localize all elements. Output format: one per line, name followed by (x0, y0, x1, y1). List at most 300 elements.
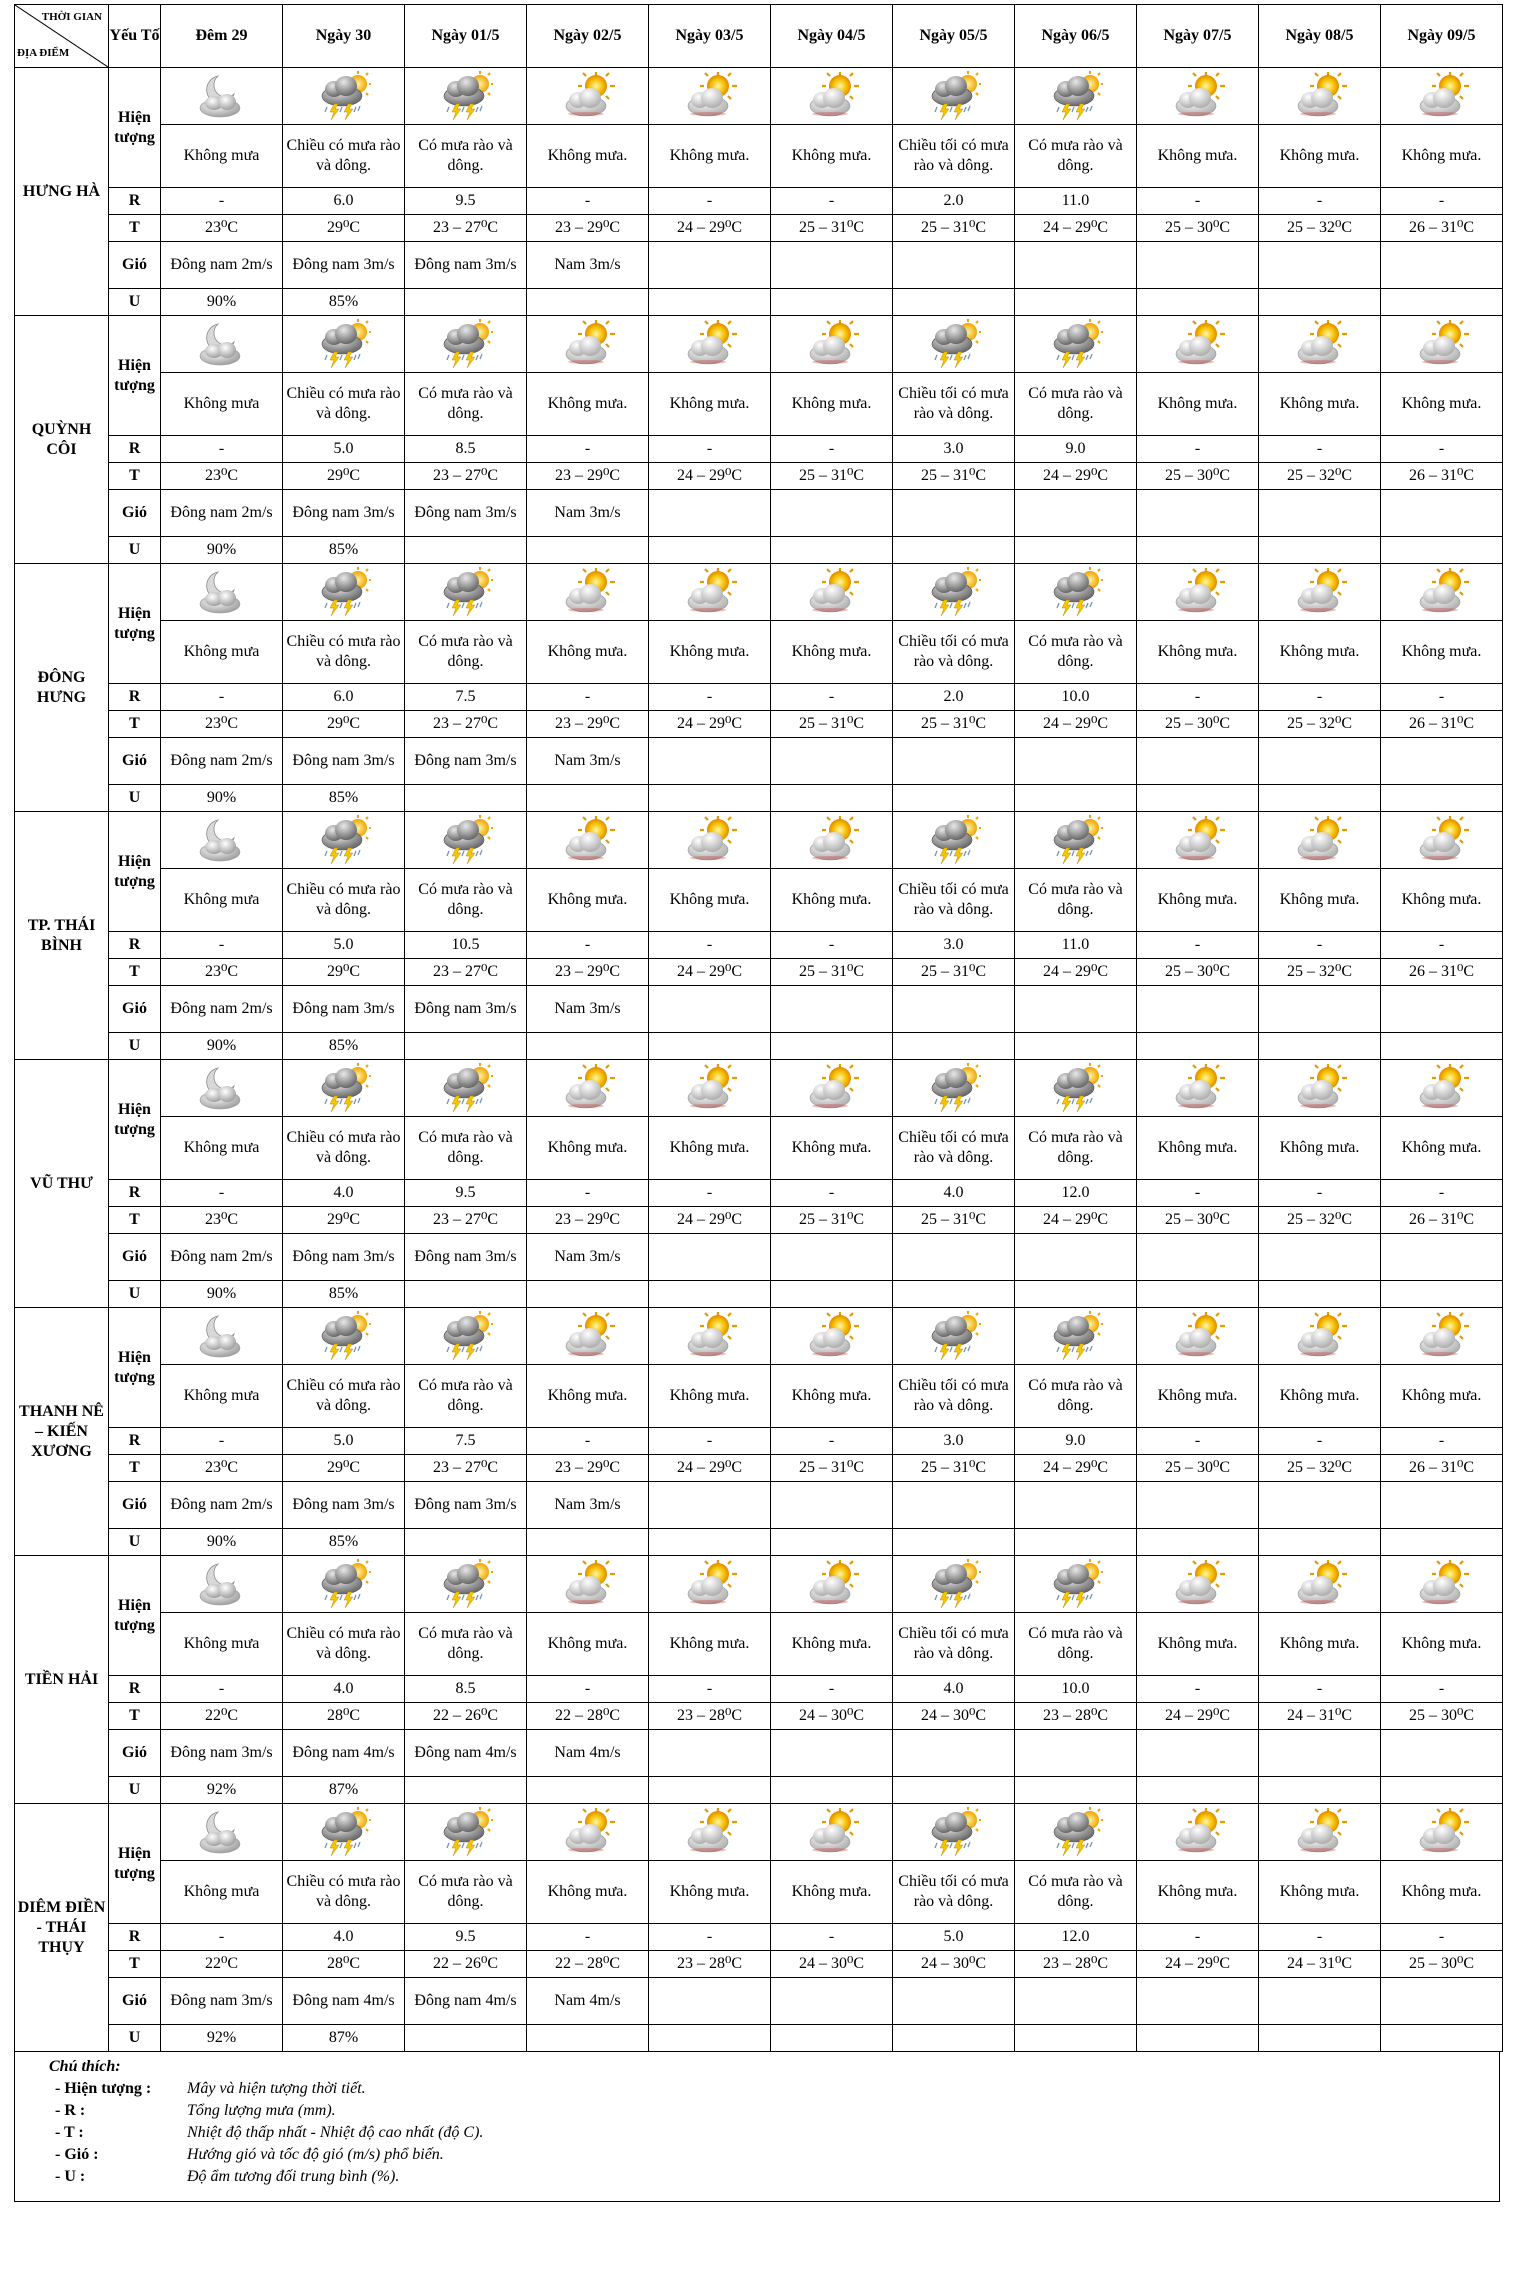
weather-icon-cell (649, 564, 771, 621)
wind-cell: Nam 3m/s (527, 242, 649, 289)
wind-cell (771, 242, 893, 289)
humidity-cell (1137, 1281, 1259, 1308)
phenomenon-cell: Chiều tối có mưa rào và dông. (893, 869, 1015, 932)
temp-cell: 24 – 29⁰C (1015, 463, 1137, 490)
legend-key: - Hiện tượng : (55, 2080, 152, 2097)
day-header: Ngày 30 (283, 5, 405, 68)
humidity-cell: 90% (161, 289, 283, 316)
phenomenon-cell: Chiều có mưa rào và dông. (283, 1117, 405, 1180)
weather-icon-cell (893, 1060, 1015, 1117)
humidity-cell (405, 2025, 527, 2052)
temp-cell: 29⁰C (283, 959, 405, 986)
weather-icon-cell (771, 812, 893, 869)
wind-cell (1259, 242, 1381, 289)
phenomenon-cell: Có mưa rào và dông. (1015, 869, 1137, 932)
humidity-cell (527, 289, 649, 316)
factor-header: Yếu Tố (109, 5, 161, 68)
weather-icon-cell (1381, 1060, 1503, 1117)
humidity-cell (771, 785, 893, 812)
wind-cell (1381, 242, 1503, 289)
weather-icon-cell (1259, 812, 1381, 869)
factor-humidity: U (109, 289, 161, 316)
temp-cell: 25 – 32⁰C (1259, 463, 1381, 490)
factor-wind: Gió (109, 738, 161, 785)
humidity-cell (405, 785, 527, 812)
temp-cell: 25 – 32⁰C (1259, 1455, 1381, 1482)
phenomenon-cell: Không mưa. (1381, 1613, 1503, 1676)
wind-cell (1259, 986, 1381, 1033)
factor-phenomenon: Hiện tượng (109, 1060, 161, 1180)
temp-cell: 26 – 31⁰C (1381, 1207, 1503, 1234)
legend-desc: Tổng lượng mưa (mm). (187, 2102, 336, 2119)
night-cloud-icon (161, 1062, 282, 1114)
factor-humidity: U (109, 1529, 161, 1556)
weather-icon-cell (649, 316, 771, 373)
weather-icon-cell (1015, 1804, 1137, 1861)
temp-row (15, 1207, 1503, 1234)
weather-icon-cell (1259, 68, 1381, 125)
humidity-cell (1259, 1281, 1381, 1308)
weather-icon-cell (893, 316, 1015, 373)
factor-rain: R (109, 684, 161, 711)
thunderstorm-icon (283, 566, 404, 618)
weather-icon-cell (649, 1060, 771, 1117)
temp-cell: 23⁰C (161, 215, 283, 242)
temp-cell: 22 – 28⁰C (527, 1951, 649, 1978)
factor-rain: R (109, 932, 161, 959)
phenomenon-cell: Không mưa. (1381, 869, 1503, 932)
corner-location-label: ĐỊA ĐIỂM (17, 47, 70, 59)
rain-cell: - (527, 436, 649, 463)
wind-cell (893, 1730, 1015, 1777)
temp-cell: 26 – 31⁰C (1381, 1455, 1503, 1482)
factor-phenomenon: Hiện tượng (109, 1804, 161, 1924)
rain-cell: 4.0 (283, 1924, 405, 1951)
phenomenon-cell: Không mưa. (771, 869, 893, 932)
humidity-cell (1259, 2025, 1381, 2052)
rain-cell: - (1259, 1676, 1381, 1703)
weather-icon-cell (771, 1308, 893, 1365)
weather-icon-cell (771, 1556, 893, 1613)
temp-cell: 24 – 29⁰C (1137, 1703, 1259, 1730)
weather-icon-cell (1137, 1804, 1259, 1861)
humidity-cell (1259, 1033, 1381, 1060)
sun-cloud-icon (771, 1806, 892, 1858)
phenomenon-cell: Không mưa. (527, 621, 649, 684)
sun-cloud-icon (1381, 1558, 1502, 1610)
legend-item (55, 2122, 1499, 2144)
rain-cell: - (1381, 1180, 1503, 1207)
sun-cloud-icon (1381, 318, 1502, 370)
wind-cell (893, 986, 1015, 1033)
sun-cloud-icon (771, 1310, 892, 1362)
phenomenon-cell: Chiều tối có mưa rào và dông. (893, 1613, 1015, 1676)
weather-icon-cell (1137, 1060, 1259, 1117)
humidity-cell (1381, 1033, 1503, 1060)
wind-row (15, 1482, 1503, 1529)
phenomenon-cell: Không mưa. (1381, 1861, 1503, 1924)
icon-row (15, 1804, 1503, 1861)
phenomenon-row (15, 373, 1503, 436)
wind-cell: Đông nam 3m/s (161, 1730, 283, 1777)
temp-cell: 24 – 29⁰C (1015, 711, 1137, 738)
temp-cell: 25 – 31⁰C (771, 711, 893, 738)
rain-cell: - (161, 932, 283, 959)
legend-item (55, 2100, 1499, 2122)
wind-cell (1015, 986, 1137, 1033)
phenomenon-cell: Không mưa. (1137, 1861, 1259, 1924)
temp-cell: 23 – 29⁰C (527, 1207, 649, 1234)
sun-cloud-icon (1381, 566, 1502, 618)
wind-cell: Đông nam 3m/s (405, 1234, 527, 1281)
wind-cell (1137, 1978, 1259, 2025)
weather-icon-cell (771, 1060, 893, 1117)
rain-cell: - (649, 1676, 771, 1703)
sun-cloud-icon (1137, 814, 1258, 866)
phenomenon-cell: Chiều có mưa rào và dông. (283, 373, 405, 436)
humidity-cell (1381, 537, 1503, 564)
phenomenon-cell: Chiều tối có mưa rào và dông. (893, 1117, 1015, 1180)
night-cloud-icon (161, 814, 282, 866)
phenomenon-cell: Không mưa. (771, 1365, 893, 1428)
icon-row (15, 1308, 1503, 1365)
wind-cell: Đông nam 3m/s (161, 1978, 283, 2025)
rain-cell: 2.0 (893, 684, 1015, 711)
day-header: Ngày 04/5 (771, 5, 893, 68)
weather-icon-cell (283, 1308, 405, 1365)
temp-row (15, 1703, 1503, 1730)
temp-cell: 25 – 31⁰C (893, 215, 1015, 242)
temp-cell: 26 – 31⁰C (1381, 711, 1503, 738)
phenomenon-row (15, 1117, 1503, 1180)
day-header: Ngày 03/5 (649, 5, 771, 68)
sun-cloud-icon (649, 1310, 770, 1362)
night-cloud-icon (161, 318, 282, 370)
wind-cell: Nam 3m/s (527, 490, 649, 537)
humidity-cell: 90% (161, 537, 283, 564)
factor-phenomenon: Hiện tượng (109, 812, 161, 932)
phenomenon-cell: Chiều tối có mưa rào và dông. (893, 621, 1015, 684)
humidity-row (15, 1281, 1503, 1308)
sun-cloud-icon (771, 318, 892, 370)
rain-cell: 7.5 (405, 684, 527, 711)
weather-icon-cell (1381, 564, 1503, 621)
legend-desc: Độ ẩm tương đối trung bình (%). (187, 2168, 400, 2185)
humidity-row (15, 537, 1503, 564)
weather-icon-cell (1015, 1556, 1137, 1613)
rain-cell: - (527, 1676, 649, 1703)
night-cloud-icon (161, 70, 282, 122)
phenomenon-cell: Có mưa rào và dông. (405, 1117, 527, 1180)
wind-cell (1381, 1482, 1503, 1529)
temp-cell: 25 – 30⁰C (1137, 463, 1259, 490)
rain-cell: - (1259, 436, 1381, 463)
temp-cell: 25 – 32⁰C (1259, 711, 1381, 738)
temp-cell: 25 – 31⁰C (771, 1455, 893, 1482)
weather-icon-cell (1381, 68, 1503, 125)
rain-cell: 3.0 (893, 436, 1015, 463)
day-header: Ngày 07/5 (1137, 5, 1259, 68)
sun-cloud-icon (649, 70, 770, 122)
weather-icon-cell (161, 564, 283, 621)
sun-cloud-icon (1137, 566, 1258, 618)
wind-cell: Nam 3m/s (527, 1482, 649, 1529)
rain-cell: - (1381, 1428, 1503, 1455)
weather-icon-cell (283, 812, 405, 869)
humidity-cell: 87% (283, 2025, 405, 2052)
rain-cell: 6.0 (283, 188, 405, 215)
wind-row (15, 1234, 1503, 1281)
rain-row (15, 932, 1503, 959)
humidity-cell (405, 1529, 527, 1556)
rain-cell: - (1137, 932, 1259, 959)
temp-cell: 25 – 31⁰C (893, 959, 1015, 986)
thunderstorm-icon (405, 70, 526, 122)
temp-cell: 24 – 29⁰C (649, 1207, 771, 1234)
humidity-cell: 90% (161, 1281, 283, 1308)
temp-cell: 25 – 30⁰C (1137, 1455, 1259, 1482)
phenomenon-cell: Không mưa (161, 373, 283, 436)
thunderstorm-icon (405, 1310, 526, 1362)
factor-temp: T (109, 1951, 161, 1978)
weather-icon-cell (283, 1804, 405, 1861)
weather-icon-cell (1259, 1556, 1381, 1613)
weather-icon-cell (1137, 812, 1259, 869)
temp-cell: 24 – 31⁰C (1259, 1951, 1381, 1978)
factor-temp: T (109, 1207, 161, 1234)
thunderstorm-icon (405, 1062, 526, 1114)
phenomenon-cell: Không mưa. (527, 1613, 649, 1676)
sun-cloud-icon (649, 566, 770, 618)
wind-cell (893, 242, 1015, 289)
phenomenon-cell: Không mưa (161, 125, 283, 188)
phenomenon-cell: Không mưa (161, 1861, 283, 1924)
factor-phenomenon: Hiện tượng (109, 316, 161, 436)
wind-cell (649, 738, 771, 785)
temp-cell: 24 – 29⁰C (1015, 1207, 1137, 1234)
weather-icon-cell (527, 316, 649, 373)
phenomenon-cell: Có mưa rào và dông. (1015, 1117, 1137, 1180)
weather-icon-cell (1381, 316, 1503, 373)
sun-cloud-icon (527, 318, 648, 370)
wind-row (15, 490, 1503, 537)
humidity-cell (1015, 1033, 1137, 1060)
humidity-cell (1381, 1529, 1503, 1556)
location-name: TIỀN HẢI (15, 1556, 109, 1804)
wind-cell (649, 490, 771, 537)
temp-cell: 25 – 31⁰C (893, 1455, 1015, 1482)
humidity-cell (893, 1033, 1015, 1060)
sun-cloud-icon (1259, 70, 1380, 122)
rain-cell: - (771, 1924, 893, 1951)
temp-cell: 24 – 30⁰C (893, 1951, 1015, 1978)
humidity-cell (893, 2025, 1015, 2052)
rain-cell: 11.0 (1015, 188, 1137, 215)
sun-cloud-icon (1381, 814, 1502, 866)
factor-temp: T (109, 1455, 161, 1482)
wind-cell: Đông nam 3m/s (283, 242, 405, 289)
location-name: TP. THÁI BÌNH (15, 812, 109, 1060)
weather-icon-cell (893, 68, 1015, 125)
wind-cell (1015, 242, 1137, 289)
weather-icon-cell (527, 1804, 649, 1861)
humidity-cell (649, 2025, 771, 2052)
rain-cell: 4.0 (283, 1676, 405, 1703)
humidity-cell (1137, 785, 1259, 812)
thunderstorm-icon (405, 1558, 526, 1610)
sun-cloud-icon (771, 1558, 892, 1610)
wind-cell (1381, 1730, 1503, 1777)
wind-cell: Nam 4m/s (527, 1730, 649, 1777)
phenomenon-cell: Không mưa. (649, 621, 771, 684)
phenomenon-cell: Có mưa rào và dông. (1015, 125, 1137, 188)
rain-cell: - (161, 684, 283, 711)
phenomenon-cell: Không mưa. (527, 125, 649, 188)
thunderstorm-icon (405, 814, 526, 866)
rain-cell: - (527, 932, 649, 959)
temp-cell: 24 – 29⁰C (1015, 1455, 1137, 1482)
weather-icon-cell (161, 812, 283, 869)
temp-cell: 23 – 29⁰C (527, 1455, 649, 1482)
temp-cell: 24 – 30⁰C (893, 1703, 1015, 1730)
humidity-cell (1259, 1529, 1381, 1556)
thunderstorm-icon (283, 318, 404, 370)
rain-cell: - (771, 1676, 893, 1703)
rain-cell: 4.0 (893, 1676, 1015, 1703)
humidity-cell (771, 1281, 893, 1308)
wind-cell: Đông nam 2m/s (161, 1482, 283, 1529)
temp-cell: 23⁰C (161, 463, 283, 490)
rain-cell: - (1381, 932, 1503, 959)
sun-cloud-icon (1381, 1806, 1502, 1858)
sun-cloud-icon (1381, 1310, 1502, 1362)
weather-icon-cell (649, 812, 771, 869)
rain-cell: 12.0 (1015, 1180, 1137, 1207)
phenomenon-cell: Chiều có mưa rào và dông. (283, 621, 405, 684)
temp-cell: 25 – 32⁰C (1259, 1207, 1381, 1234)
factor-wind: Gió (109, 490, 161, 537)
night-cloud-icon (161, 1558, 282, 1610)
factor-phenomenon: Hiện tượng (109, 68, 161, 188)
thunderstorm-icon (893, 566, 1014, 618)
legend-key: - T : (55, 2124, 84, 2141)
factor-rain: R (109, 1924, 161, 1951)
rain-cell: 3.0 (893, 932, 1015, 959)
rain-cell: - (649, 1180, 771, 1207)
weather-icon-cell (161, 1556, 283, 1613)
temp-row (15, 711, 1503, 738)
weather-icon-cell (1381, 1804, 1503, 1861)
factor-humidity: U (109, 785, 161, 812)
wind-cell: Đông nam 4m/s (405, 1978, 527, 2025)
legend-desc: Nhiệt độ thấp nhất - Nhiệt độ cao nhất (độ C). (187, 2124, 484, 2141)
weather-icon-cell (405, 812, 527, 869)
humidity-cell (771, 289, 893, 316)
phenomenon-cell: Không mưa. (527, 373, 649, 436)
day-header: Ngày 09/5 (1381, 5, 1503, 68)
phenomenon-cell: Không mưa. (527, 1365, 649, 1428)
rain-cell: 9.5 (405, 1924, 527, 1951)
weather-icon-cell (771, 68, 893, 125)
location-name: HƯNG HÀ (15, 68, 109, 316)
wind-cell: Nam 4m/s (527, 1978, 649, 2025)
rain-cell: - (161, 188, 283, 215)
humidity-cell (527, 2025, 649, 2052)
rain-cell: - (1137, 1676, 1259, 1703)
phenomenon-cell: Không mưa. (649, 1613, 771, 1676)
wind-cell (1015, 1234, 1137, 1281)
wind-cell (771, 490, 893, 537)
phenomenon-cell: Chiều tối có mưa rào và dông. (893, 1861, 1015, 1924)
rain-cell: - (771, 932, 893, 959)
legend-key: - U : (55, 2168, 86, 2185)
humidity-cell (1381, 289, 1503, 316)
sun-cloud-icon (527, 1558, 648, 1610)
wind-cell: Đông nam 3m/s (283, 1482, 405, 1529)
temp-cell: 24 – 29⁰C (649, 959, 771, 986)
wind-cell (893, 738, 1015, 785)
rain-row (15, 188, 1503, 215)
legend-desc: Hướng gió và tốc độ gió (m/s) phổ biến. (187, 2146, 444, 2163)
humidity-cell (1015, 2025, 1137, 2052)
humidity-cell: 85% (283, 289, 405, 316)
sun-cloud-icon (1137, 1062, 1258, 1114)
sun-cloud-icon (527, 70, 648, 122)
forecast-document (14, 4, 1502, 2202)
wind-cell (1137, 738, 1259, 785)
temp-cell: 22 – 26⁰C (405, 1703, 527, 1730)
sun-cloud-icon (649, 1806, 770, 1858)
phenomenon-cell: Không mưa. (771, 1613, 893, 1676)
phenomenon-cell: Không mưa. (1381, 125, 1503, 188)
temp-cell: 24 – 30⁰C (771, 1951, 893, 1978)
humidity-row (15, 785, 1503, 812)
humidity-cell (1137, 1777, 1259, 1804)
icon-row (15, 316, 1503, 373)
rain-cell: - (1137, 1180, 1259, 1207)
rain-row (15, 1428, 1503, 1455)
weather-icon-cell (405, 1308, 527, 1365)
rain-cell: - (161, 1180, 283, 1207)
wind-cell (649, 1234, 771, 1281)
wind-cell (1259, 738, 1381, 785)
header-row (15, 5, 1503, 68)
thunderstorm-icon (1015, 1558, 1136, 1610)
corner-time-label: THỜI GIAN (41, 11, 102, 23)
sun-cloud-icon (1137, 70, 1258, 122)
weather-icon-cell (1137, 1556, 1259, 1613)
rain-cell: - (161, 1428, 283, 1455)
rain-cell: - (1137, 436, 1259, 463)
sun-cloud-icon (527, 566, 648, 618)
weather-icon-cell (1015, 564, 1137, 621)
humidity-cell (405, 537, 527, 564)
temp-cell: 25 – 31⁰C (771, 463, 893, 490)
rain-cell: 5.0 (283, 436, 405, 463)
phenomenon-cell: Có mưa rào và dông. (405, 1613, 527, 1676)
rain-cell: 2.0 (893, 188, 1015, 215)
temp-cell: 25 – 31⁰C (893, 1207, 1015, 1234)
wind-cell: Đông nam 4m/s (283, 1978, 405, 2025)
phenomenon-cell: Có mưa rào và dông. (1015, 373, 1137, 436)
rain-row (15, 1180, 1503, 1207)
rain-cell: 9.0 (1015, 436, 1137, 463)
wind-cell (1015, 738, 1137, 785)
wind-cell: Đông nam 4m/s (283, 1730, 405, 1777)
forecast-table (14, 4, 1503, 2052)
weather-icon-cell (527, 564, 649, 621)
location-name: DIÊM ĐIỀN - THÁI THỤY (15, 1804, 109, 2052)
